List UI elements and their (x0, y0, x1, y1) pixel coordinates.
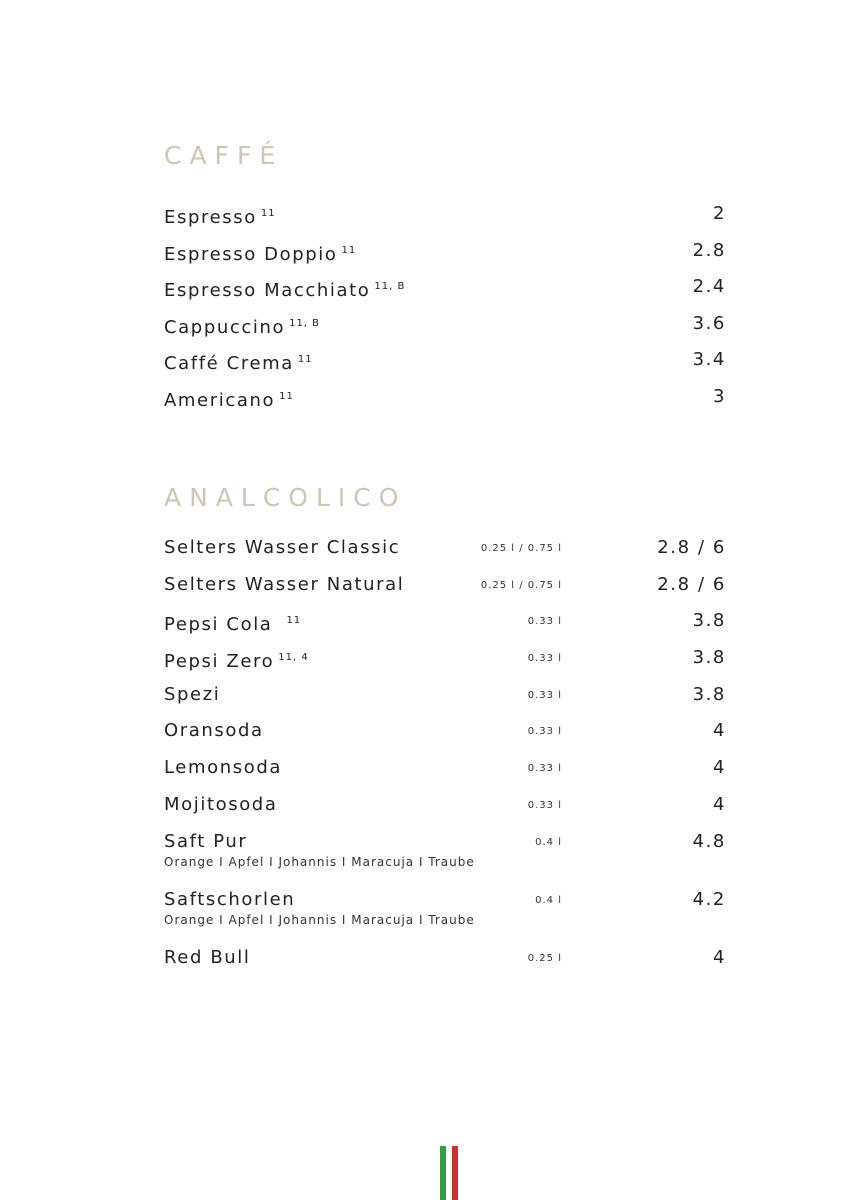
item-price: 4 (712, 793, 726, 815)
item-volume: 0.25 l / 0.75 l (480, 579, 562, 591)
item-name: Selters Wasser Classic (164, 537, 401, 558)
item-price: 4.8 (692, 830, 726, 852)
italian-flag-stripes-icon (440, 1146, 458, 1200)
allergen-code: 11, B (374, 281, 406, 293)
menu-item (164, 756, 726, 793)
allergen-code: 11 (286, 615, 302, 627)
item-volume: 0.33 l (527, 763, 562, 775)
item-volume: 0.4 l (535, 894, 562, 906)
item-price: 4 (712, 720, 726, 742)
item-volume: 0.33 l (527, 799, 562, 811)
item-volume: 0.33 l (527, 653, 562, 665)
menu-page (164, 0, 726, 1200)
item-price: 3.4 (692, 349, 726, 371)
item-name: Pepsi Zero $^{11, 4}$ (164, 651, 309, 673)
menu-item (164, 385, 726, 422)
item-price: 4 (712, 757, 726, 779)
item-name: Caffé Crema $^{11}$ (164, 353, 313, 375)
item-name: Saftschorlen (164, 888, 296, 910)
item-name: Oransoda (164, 720, 264, 742)
item-price: 2.4 (692, 276, 726, 298)
allergen-code: 11 (297, 354, 313, 366)
item-price: 4 (712, 946, 726, 968)
menu-item (164, 202, 726, 239)
menu-item (164, 536, 726, 573)
allergen-code: 11 (279, 390, 294, 402)
item-price: 2.8 / 6 (657, 573, 726, 595)
menu-item (164, 719, 726, 756)
item-name: Espresso Macchiato $^{11, B}$ (164, 280, 406, 302)
menu-item (164, 830, 726, 888)
analcolico-section-title: ANALCOLICO (164, 483, 407, 512)
item-price: 3.8 (692, 610, 726, 632)
allergen-code: 11 (260, 208, 276, 219)
item-name: Pepsi Cola $^{11}$ (164, 614, 302, 636)
menu-item (164, 793, 726, 830)
item-name: Selters Wasser Natural (164, 573, 405, 595)
menu-item (164, 239, 726, 276)
item-price: 3.6 (692, 312, 726, 334)
menu-item (164, 683, 726, 720)
caffe-section-title: CAFFÉ (164, 141, 284, 170)
item-name: Americano $^{11}$ (164, 389, 294, 411)
item-volume: 0.25 l / 0.75 l (480, 543, 562, 554)
item-name: Lemonsoda (164, 757, 282, 779)
item-volume: 0.33 l (527, 616, 562, 628)
item-price: 2 (712, 203, 726, 224)
menu-item (164, 348, 726, 385)
item-price: 2.8 / 6 (657, 537, 726, 558)
flag-red-stripe (452, 1146, 458, 1200)
item-name: Espresso $^{11}$ (164, 207, 276, 228)
item-name: Mojitosoda (164, 793, 278, 815)
allergen-code: 11, B (289, 317, 321, 329)
allergen-code: 11 (341, 244, 357, 256)
item-name: Red Bull (164, 946, 251, 968)
menu-item (164, 888, 726, 946)
item-description: Orange I Apfel I Johannis I Maracuja I Traube (164, 912, 475, 927)
menu-item (164, 609, 726, 646)
menu-item (164, 573, 726, 610)
item-name: Saft Pur (164, 830, 248, 852)
item-name: Espresso Doppio $^{11}$ (164, 243, 357, 265)
item-volume: 0.33 l (527, 689, 562, 701)
analcolico-list (164, 536, 726, 982)
item-volume: 0.33 l (527, 726, 562, 738)
caffe-list (164, 202, 726, 422)
item-price: 2.8 (692, 239, 726, 261)
item-name: Spezi (164, 683, 221, 705)
item-name: Cappuccino $^{11, B}$ (164, 316, 321, 338)
menu-item (164, 646, 726, 683)
item-price: 3 (712, 385, 726, 407)
item-price: 3.8 (692, 647, 726, 669)
menu-item (164, 946, 726, 983)
item-volume: 0.25 l (527, 952, 562, 964)
item-volume: 0.4 l (535, 836, 562, 848)
menu-item (164, 275, 726, 312)
item-description: Orange I Apfel I Johannis I Maracuja I Traube (164, 854, 475, 869)
item-price: 4.2 (692, 888, 726, 910)
menu-item (164, 312, 726, 349)
item-price: 3.8 (692, 683, 726, 705)
allergen-code: 11, 4 (278, 652, 309, 664)
